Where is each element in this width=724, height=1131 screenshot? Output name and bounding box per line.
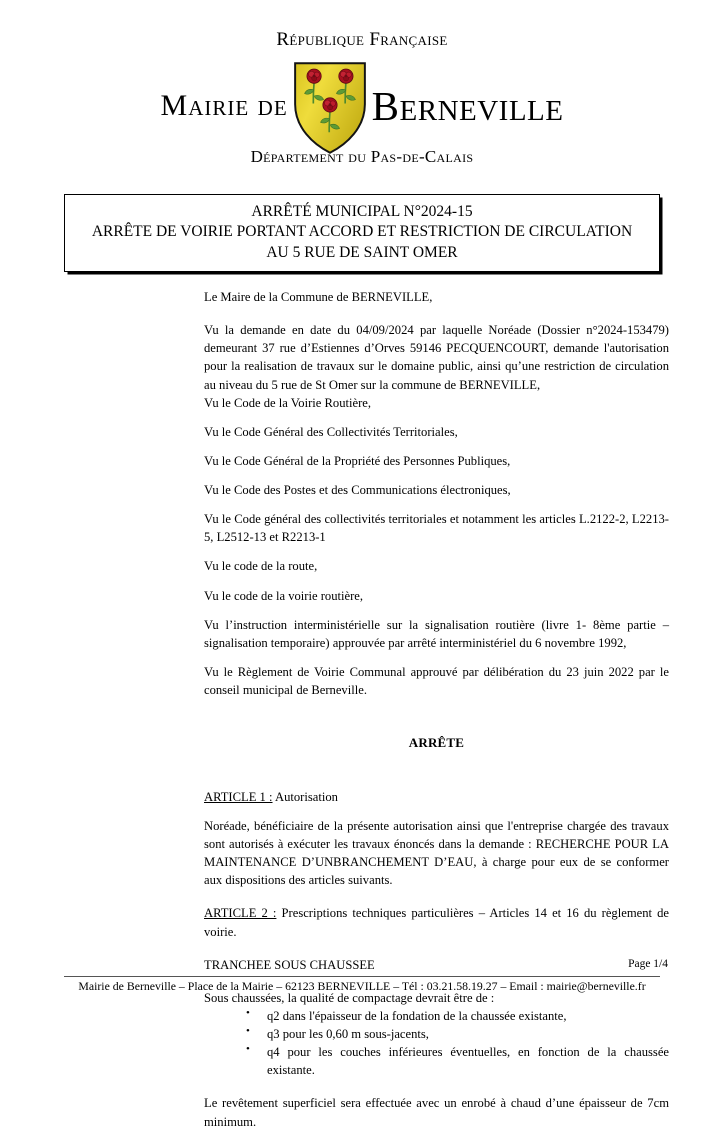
vu-item: Vu le Code Général de la Propriété des Personnes Publiques, (204, 453, 511, 468)
footer-contact-line: Mairie de Berneville – Place de la Mairie – 62123 BERNEVILLE – Tél : 03.21.58.19.27 – Email : mairie@berneville.fr (78, 979, 646, 993)
coat-of-arms-icon (292, 61, 368, 155)
spacer (204, 441, 669, 452)
list-item: • q3 pour les 0,60 m sous-jacents, (246, 1025, 669, 1043)
vu-item: Vu le Code Général des Collectivités Territoriales, (204, 424, 458, 439)
arrete-heading: ARRÊTE (408, 735, 465, 751)
list-item: • q4 pour les couches inférieures éventuelles, en fonction de la chaussée existante. (246, 1043, 669, 1079)
article-2-heading (204, 904, 669, 940)
decree-title-box (64, 194, 660, 272)
article-1-label: ARTICLE 1 : (204, 789, 273, 804)
spacer (204, 766, 669, 788)
vu-item: Vu le Code des Postes et des Communications électroniques, (204, 483, 511, 497)
page-number: Page 1/4 (628, 958, 668, 970)
article-2-label: ARTICLE 2 : (204, 906, 277, 921)
republique-francaise-heading: République Française (276, 29, 448, 50)
spacer (204, 499, 669, 510)
departement-label: Département du Pas-de-Calais (250, 147, 474, 166)
spacer (204, 941, 669, 956)
compactage-lead: Sous chaussées, la qualité de compactage devrait être de : (204, 990, 495, 1005)
vu-item: Vu le Règlement de Voirie Communal approuvé par délibération du 23 juin 2022 par le conseil municipal de Berneville. (204, 664, 669, 697)
commune-name: Berneville (371, 82, 564, 129)
article-1-text: Noréade, bénéficiaire de la présente autorisation ainsi que l'entreprise chargée des travaux sont autorisés à exécuter les travaux énoncés dans la demande : RECHERCHE POUR LA MAINTENANCE D’UNBRANCHEMENT D’EAU, à charge pour eux de se conformer aux dispositions des articles suivants. (204, 818, 669, 888)
spacer (204, 306, 669, 321)
spacer (204, 412, 669, 423)
spacer (204, 806, 669, 817)
decree-title-line-3: AU 5 RUE DE SAINT OMER (266, 243, 458, 261)
spacer (204, 1079, 669, 1094)
decree-title-line-1: ARRÊTÉ MUNICIPAL N°2024-15 (251, 203, 473, 220)
revetement-paragraph: Le revêtement superficiel sera effectuée avec un enrobé à chaud d’une épaisseur de 7cm minimum. (204, 1096, 669, 1129)
vu-demande-paragraph: Vu la demande en date du 04/09/2024 par laquelle Noréade (Dossier n°2024-153479) demeurant 37 rue d’Estiennes d’Orves 59146 PECQUENCOURT, demande l'autorisation pour la realisation de travaux sur le domaine public, ainsi qu’une restriction de circulation au niveau du 5 rue de St Omer sur la commune de BERNEVILLE, (204, 323, 669, 392)
document-header (0, 0, 724, 180)
intro-paragraph: Le Maire de la Commune de BERNEVILLE, (204, 290, 433, 304)
compactage-bullet-list (204, 1007, 669, 1080)
mairie-de-label: Mairie de (160, 89, 288, 122)
vu-item: Vu le code de la voirie routière, (204, 588, 364, 603)
document-body (204, 288, 669, 1131)
decree-title-line-2: ARRÊTE DE VOIRIE PORTANT ACCORD ET RESTRICTION DE CIRCULATION (91, 223, 633, 241)
list-item: • q2 dans l'épaisseur de la fondation de la chaussée existante, (246, 1007, 669, 1025)
spacer (204, 470, 669, 481)
spacer (204, 546, 669, 557)
tranchee-subheading: TRANCHEE SOUS CHAUSSEE (204, 957, 375, 972)
spacer (204, 605, 669, 616)
spacer (204, 889, 669, 904)
spacer (204, 652, 669, 663)
article-1-heading (204, 788, 669, 806)
vu-item: Vu le code de la route, (204, 559, 318, 574)
vu-item: Vu le Code de la Voirie Routière, (204, 395, 372, 410)
vu-item: Vu le Code général des collectivités territoriales et notamment les articles L.2122-2, L2213-5, L2512-13 et R2213-1 (204, 512, 669, 545)
footer-divider (64, 976, 660, 977)
vu-item: Vu l’instruction interministérielle sur la signalisation routière (livre 1- 8ème partie – signalisation temporaire) approuvée par arrêté interministériel du 6 novembre 1992, (204, 617, 669, 650)
article-1-title: Autorisation (272, 789, 338, 804)
article-2-title: Prescriptions techniques particulières – Articles 14 et 16 du règlement de voirie. (204, 906, 669, 939)
spacer (204, 576, 669, 587)
spacer (204, 699, 669, 721)
mairie-title-row (0, 76, 724, 136)
